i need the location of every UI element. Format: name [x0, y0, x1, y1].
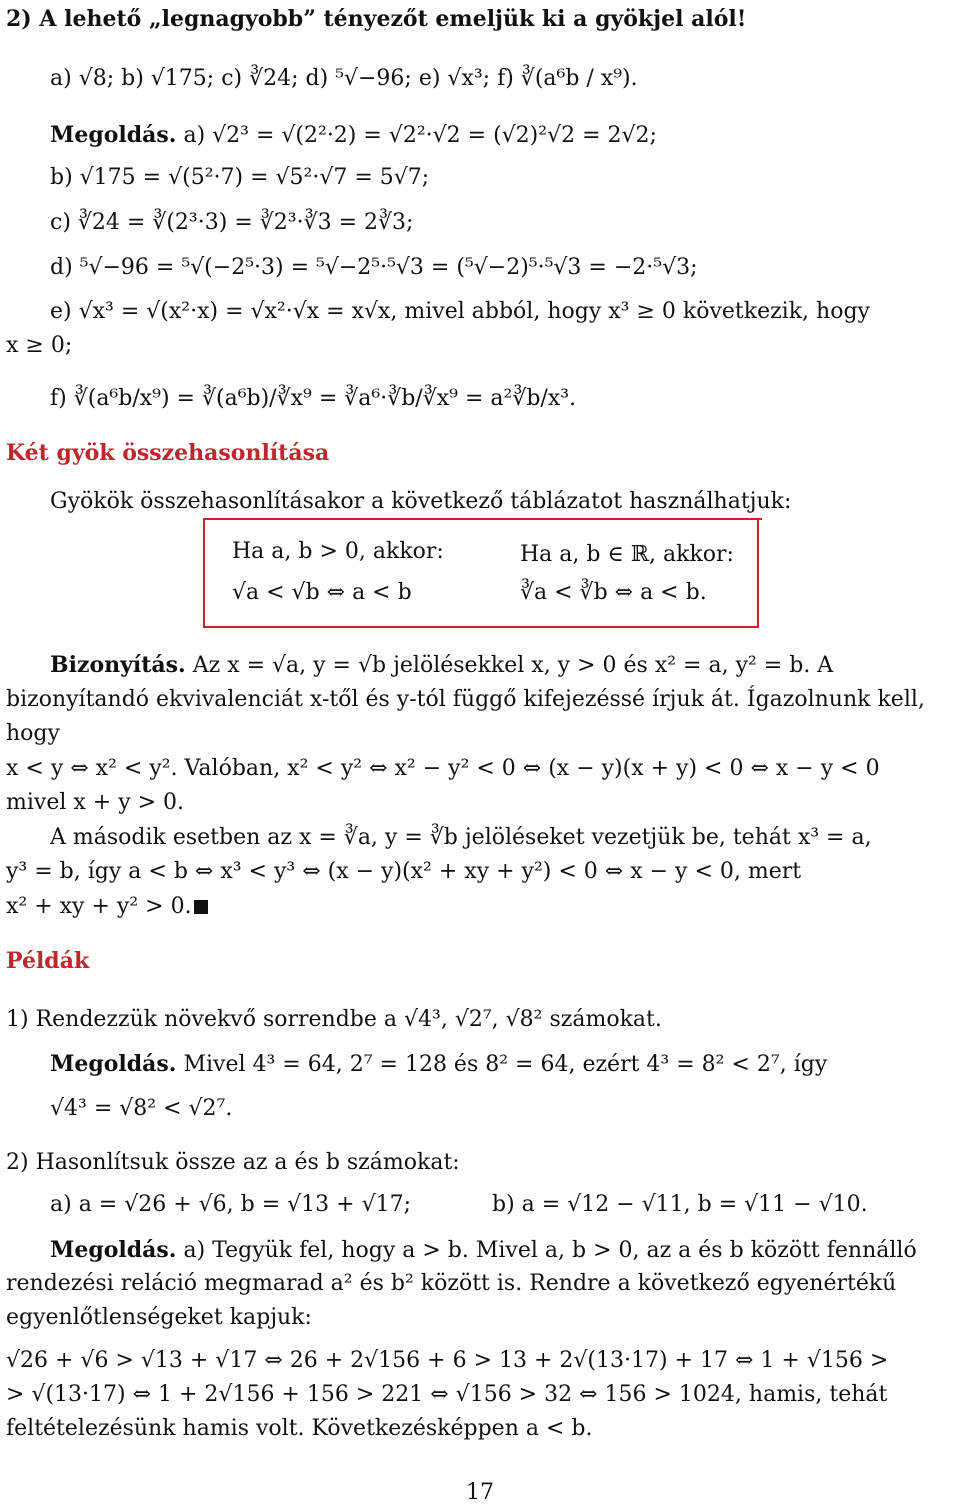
solution-b: b) √175 = √(5²·7) = √5²·√7 = 5√7;: [50, 165, 430, 190]
table-left-rule: √a < √b ⇔ a < b: [232, 580, 412, 605]
solution-d: d) ⁵√−96 = ⁵√(−2⁵·3) = ⁵√−2⁵·⁵√3 = (⁵√−2)⁵·⁵√3 = −2·⁵√3;: [50, 255, 698, 280]
proof-line-5: mivel x + y > 0.: [6, 790, 185, 815]
example-2-solution-line-6: feltételezésünk hamis volt. Következésképpen a < b.: [6, 1416, 593, 1441]
example-2-part-a: a) a = √26 + √6, b = √13 + √17;: [50, 1192, 412, 1217]
problem-heading: 2) A lehető „legnagyobb” tényezőt emeljük ki a gyökjel alól!: [6, 6, 747, 32]
proof-line-2: bizonyítandó ekvivalenciát x-től és y-tól függő kifejezéssé írjuk át. Ígazolnunk kell,: [6, 687, 925, 712]
example-2-solution-line-5: > √(13·17) ⇔ 1 + 2√156 + 156 > 221 ⇔ √156 > 32 ⇔ 156 > 1024, hamis, tehát: [6, 1382, 888, 1407]
example-2-solution-line-1: [50, 1235, 917, 1266]
problem-parts: a) √8; b) √175; c) ∛24; d) ⁵√−96; e) √x³; f) ∛(a⁶b / x⁹).: [50, 66, 638, 91]
proof-text-1: Az x = √a, y = √b jelölésekkel x, y > 0 és x² = a, y² = b. A: [192, 653, 834, 678]
example-2-part-b: b) a = √12 − √11, b = √11 − √10.: [492, 1192, 868, 1217]
example-2-solution-line-2: rendezési reláció megmarad a² és b² között is. Rendre a következő egyenértékű: [6, 1271, 897, 1296]
solution-c: c) ∛24 = ∛(2³·3) = ∛2³·∛3 = 2∛3;: [50, 210, 414, 235]
example-1: 1) Rendezzük növekvő sorrendbe a √4³, √2⁷, √8² számokat.: [6, 1007, 662, 1032]
table-right-condition: Ha a, b ∈ ℝ, akkor:: [520, 542, 734, 567]
proof-line-6: A második esetben az x = ∛a, y = ∛b jelöléseket vezetjük be, tehát x³ = a,: [50, 825, 872, 850]
solution-label: Megoldás.: [50, 122, 177, 148]
solution-a: a) √2³ = √(2²·2) = √2²·√2 = (√2)²√2 = 2√2;: [183, 123, 657, 148]
table-right-rule: ∛a < ∛b ⇔ a < b.: [520, 580, 707, 605]
proof-label: Bizonyítás.: [50, 652, 186, 678]
example-2-solution-label: Megoldás.: [50, 1237, 177, 1263]
proof-line-3: hogy: [6, 721, 60, 746]
example-1-solution-text: Mivel 4³ = 64, 2⁷ = 128 és 8² = 64, ezért 4³ = 8² < 2⁷, így: [183, 1052, 828, 1077]
solution-e-line1: e) √x³ = √(x²·x) = √x²·√x = x√x, mivel abból, hogy x³ ≥ 0 következik, hogy: [50, 299, 870, 324]
comparison-table: [203, 518, 759, 628]
solution-e-line2: x ≥ 0;: [6, 333, 73, 358]
solution-f: f) ∛(a⁶b/x⁹) = ∛(a⁶b)/∛x⁹ = ∛a⁶·∛b/∛x⁹ = a²∛b/x³.: [50, 386, 577, 411]
proof-text-8: x² + xy + y² > 0.: [6, 894, 192, 919]
example-2-solution-text-1: a) Tegyük fel, hogy a > b. Mivel a, b > 0, az a és b között fennálló: [183, 1238, 917, 1263]
solution-line-a: [50, 120, 657, 151]
section-title-compare: Két gyök összehasonlítása: [6, 440, 330, 466]
example-2: 2) Hasonlítsuk össze az a és b számokat:: [6, 1150, 460, 1175]
table-left-condition: Ha a, b > 0, akkor:: [232, 539, 444, 564]
proof-line-7: y³ = b, így a < b ⇔ x³ < y³ ⇔ (x − y)(x² + xy + y²) < 0 ⇔ x − y < 0, mert: [6, 859, 802, 884]
section-title-examples: Példák: [6, 948, 90, 974]
section-intro: Gyökök összehasonlításakor a következő táblázatot használhatjuk:: [50, 489, 792, 514]
example-2-solution-line-3: egyenlőtlenségeket kapjuk:: [6, 1305, 312, 1330]
proof-line-4: x < y ⇔ x² < y². Valóban, x² < y² ⇔ x² − y² < 0 ⇔ (x − y)(x + y) < 0 ⇔ x − y < 0: [6, 756, 880, 781]
proof-line-1: [50, 650, 833, 681]
example-1-solution: [50, 1049, 827, 1080]
qed-square-icon: [194, 900, 208, 914]
comparison-table-divider: [486, 518, 762, 520]
example-2-solution-line-4: √26 + √6 > √13 + √17 ⇔ 26 + 2√156 + 6 > 13 + 2√(13·17) + 17 ⇔ 1 + √156 >: [6, 1348, 889, 1373]
example-1-solution-label: Megoldás.: [50, 1051, 177, 1077]
proof-line-8: [6, 892, 208, 922]
example-1-result: √4³ = √8² < √2⁷.: [50, 1096, 233, 1121]
page-number: 17: [466, 1480, 494, 1505]
